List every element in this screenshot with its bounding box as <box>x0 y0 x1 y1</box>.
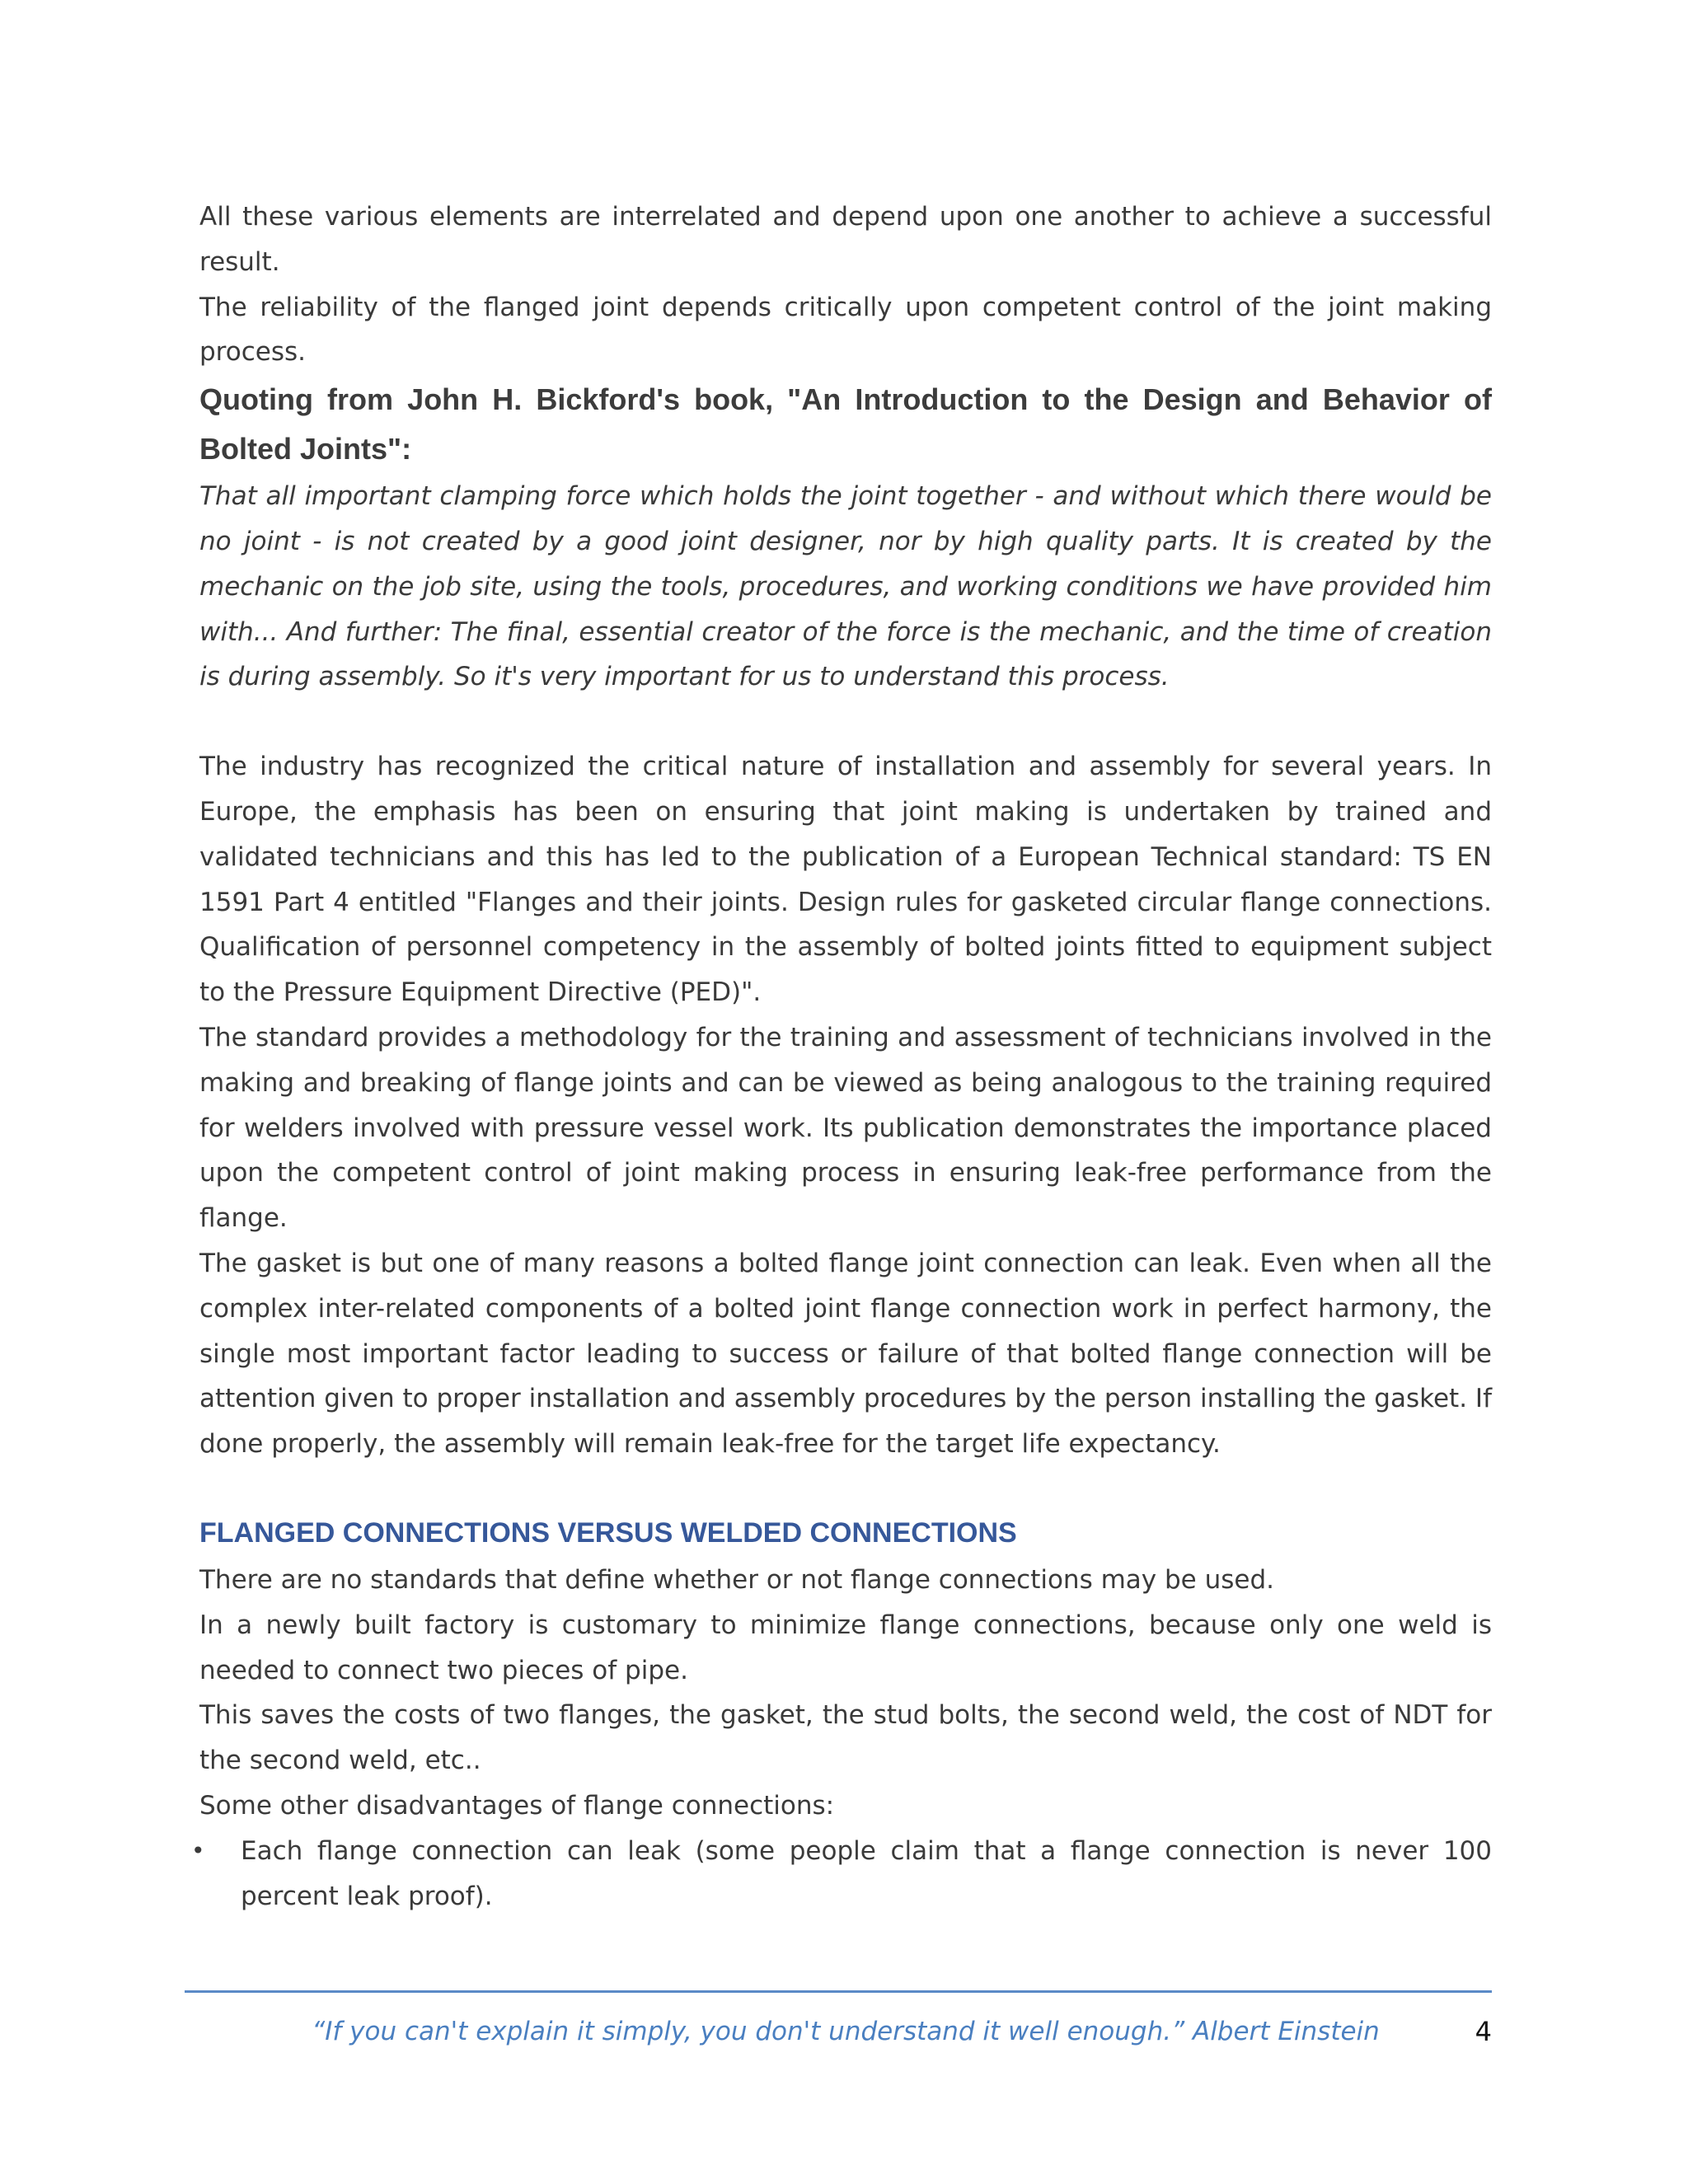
spacer <box>199 1467 1492 1508</box>
bullet-icon: • <box>191 1836 205 1864</box>
spacer <box>199 700 1492 744</box>
paragraph-costs: This saves the costs of two flanges, the gasket, the stud bolts, the second weld, the cost of NDT for the second weld, etc.. <box>199 1700 1492 1776</box>
paragraph-gasket: The gasket is but one of many reasons a bolted flange joint connection can leak. Even when all the complex inter-related components of a bolted joint flange connection work in perfect harmony, the single most important factor leading to success or failure of that bolted flange connection will be attention given to proper installation and assembly procedures by the person installing the gasket. If done properly, the assembly will remain leak-free for the target life expectancy. <box>199 1248 1492 1460</box>
bickford-quote: That all important clamping force which holds the joint together - and without which there would be no joint - is not created by a good joint designer, nor by high quality parts. It is created by the mechanic on the job site, using the tools, procedures, and working conditions we have provided him with... And further: The final, essential creator of the force is the mechanic, and the time of creation is during assembly. So it's very important for us to understand this process. <box>199 481 1492 692</box>
footer-divider <box>185 1990 1492 1993</box>
disadvantages-list <box>191 1829 1492 1919</box>
paragraph-interrelated: All these various elements are interrelated and depend upon one another to achieve a successful result. <box>199 202 1492 277</box>
page-number: 4 <box>1475 2016 1492 2047</box>
footer-quote: “If you can't explain it simply, you don't understand it well enough.” Albert Einstein <box>312 2017 1380 2046</box>
list-item-text: Each flange connection can leak (some people claim that a flange connection is never 100 percent leak proof). <box>241 1835 1492 1911</box>
section-heading: FLANGED CONNECTIONS VERSUS WELDED CONNECTIONS <box>199 1516 1017 1549</box>
paragraph-industry: The industry has recognized the critical nature of installation and assembly for several years. In Europe, the emphasis has been on ensuring that joint making is undertaken by trained and validated technicians and this has led to the publication of a European Technical standard: TS EN 1591 Part 4 entitled "Flanges and their joints. Design rules for gasketed circular flange connections. Qualification of personnel competency in the assembly of bolted joints fitted to equipment subject to the Pressure Equipment Directive (PED)". <box>199 752 1492 1008</box>
quote-heading: Quoting from John H. Bickford's book, "An Introduction to the Design and Behavior of Bolted Joints": <box>199 382 1492 466</box>
paragraph-no-standards: There are no standards that define whether or not flange connections may be used. <box>199 1564 1274 1595</box>
page-body <box>191 194 1492 1919</box>
paragraph-reliability: The reliability of the flanged joint depends critically upon competent control of the joint making process. <box>199 292 1492 368</box>
paragraph-new-factory: In a newly built factory is customary to minimize flange connections, because only one weld is needed to connect two pieces of pipe. <box>199 1610 1492 1685</box>
paragraph-disadvantages: Some other disadvantages of flange connections: <box>199 1790 835 1821</box>
paragraph-standard: The standard provides a methodology for the training and assessment of technicians involved in the making and breaking of flange joints and can be viewed as being analogous to the training required for welders involved with pressure vessel work. Its publication demonstrates the importance placed upon the competent control of joint making process in ensuring leak-free performance from the flange. <box>199 1022 1492 1234</box>
list-item <box>191 1829 1492 1919</box>
